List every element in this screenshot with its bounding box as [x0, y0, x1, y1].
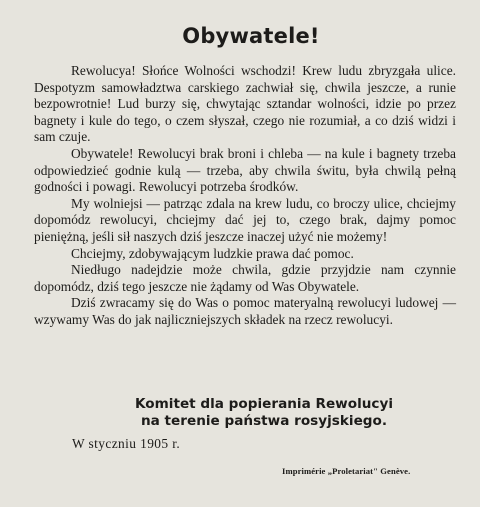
leaflet-title: Obywatele! — [182, 24, 320, 48]
paragraph: Chciejmy, zdobywającym ludzkie prawa dać pomoc. — [71, 245, 354, 261]
signature-line: Komitet dla popierania Rewolucyi — [134, 396, 393, 412]
paragraph: Obywatele! Rewolucyi brak broni i chleba — na kule i bagnety trzeba odpowiedzieć godnie kulą — trzeba, aby chwila świtu, była chwilą pełną godności i powagi. Rewolucyi potrzeba środków. — [34, 145, 456, 195]
date-line: W styczniu 1905 r. — [72, 436, 181, 451]
signature-line: na terenie państwa rosyjskiego. — [140, 413, 388, 429]
paragraph: My wolniejsi — patrząc zdala na krew ludu, co broczy ulice, chciejmy dopomódz rewolucyi, chciejmy dać jej to, czego brak, dajmy pomoc pieniężną, jeśli sił naszych dziś jeszcze inaczej użyć nie możemy! — [34, 195, 456, 244]
paragraph: Rewolucya! Słońce Wolności wschodzi! Krew ludu zbryzgała ulice. Despotyzm samowładztwa carskiego zachwiał się, chwila jeszcze, a runie bezpowrotnie! Lud burzy się, chwytając sztandar wolności, idzie po przez bagnety i kule do tego, o czem słyszał, czego nie rozumiał, a co dziś widzi i sam czuje. — [34, 63, 456, 145]
printer-imprint: Imprimérie „Proletariat" Genève. — [282, 466, 411, 476]
leaflet-body — [34, 63, 456, 329]
paragraph: Dziś zwracamy się do Was o pomoc materyalną rewolucyi ludowej — wzywamy Was do jak najliczniejszych składek na rzecz rewolucyi. — [34, 295, 456, 327]
paragraph: Niedługo nadejdzie może chwila, gdzie przyjdzie nam czynnie dopomódz, dziś tego jeszcze nie żądamy od Was Obywatele. — [34, 262, 456, 294]
signature-block — [0, 396, 480, 430]
